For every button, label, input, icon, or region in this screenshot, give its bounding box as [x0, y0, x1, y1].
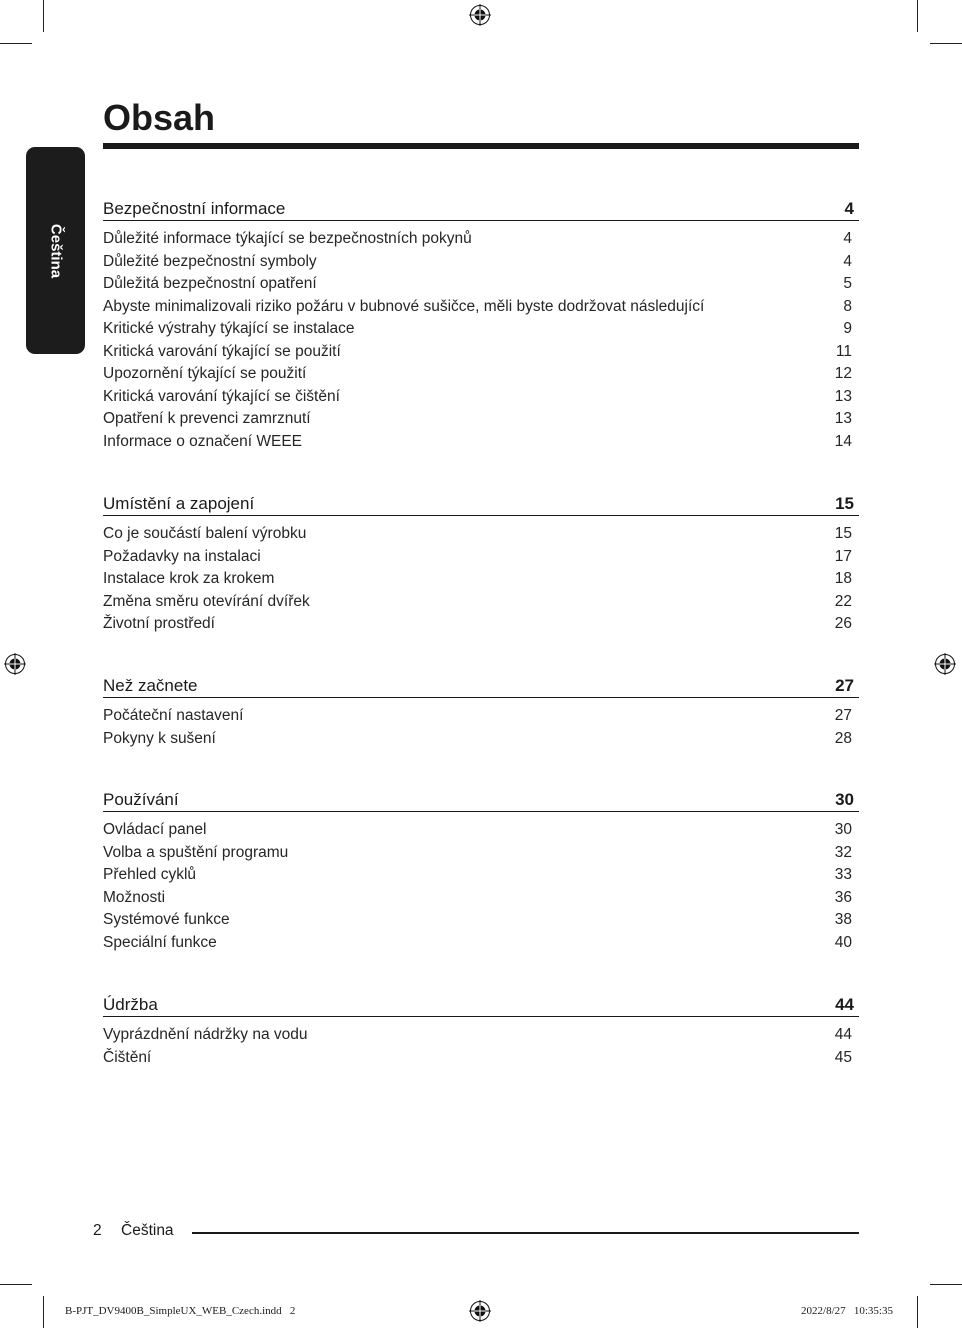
toc-section [103, 493, 859, 636]
toc-section [103, 994, 859, 1069]
toc-section-header[interactable] [103, 994, 859, 1017]
toc-entry[interactable] [103, 728, 859, 751]
toc-entry[interactable] [103, 909, 859, 932]
footer-language: Čeština [121, 1222, 174, 1239]
entry-page: 12 [834, 365, 852, 382]
toc-entry[interactable] [103, 363, 859, 386]
entry-page: 26 [834, 615, 852, 632]
toc-entry[interactable] [103, 1047, 859, 1070]
entry-page: 18 [834, 570, 852, 587]
page-title: Obsah [103, 97, 216, 138]
toc-entry[interactable] [103, 523, 859, 546]
section-title: Umístění a zapojení [103, 494, 255, 513]
entry-page: 14 [834, 432, 852, 450]
entry-label: Přehled cyklů [103, 866, 197, 883]
toc-entry[interactable] [103, 546, 859, 569]
section-title: Než začnete [103, 676, 198, 695]
entry-label: Kritická varování týkající se čištění [103, 387, 340, 405]
slug-filename: B-PJT_DV9400B_SimpleUX_WEB_Czech.indd 2 [65, 1305, 296, 1317]
entry-label: Pokyny k sušení [103, 729, 216, 747]
toc-entry[interactable] [103, 819, 859, 842]
toc-entry[interactable] [103, 887, 859, 910]
toc-entry[interactable] [103, 1024, 859, 1047]
language-side-tab-label: Čeština [47, 223, 64, 278]
toc-entry[interactable] [103, 408, 859, 431]
toc-section-header[interactable] [103, 675, 859, 698]
toc-section-header[interactable] [103, 198, 859, 221]
toc-entry[interactable] [103, 228, 859, 251]
section-page: 44 [835, 995, 854, 1014]
entry-page: 17 [834, 547, 852, 565]
entry-page: 45 [834, 1048, 852, 1066]
entry-page: 9 [843, 320, 852, 337]
registration-mark-icon [469, 1300, 491, 1322]
slug-datetime: 2022/8/27 10:35:35 [801, 1305, 893, 1317]
section-title: Používání [103, 790, 179, 809]
entry-page: 4 [843, 252, 852, 270]
toc-section [103, 675, 859, 750]
entry-page: 4 [843, 230, 852, 247]
section-page: 27 [835, 676, 854, 695]
entry-label: Kritická varování týkající se použití [103, 342, 341, 360]
toc-entry[interactable] [103, 705, 859, 728]
entry-label: Abyste minimalizovali riziko požáru v bubnové sušičce, měli byste dodržovat následující [103, 297, 705, 315]
crop-mark [917, 0, 918, 32]
entry-label: Informace o označení WEEE [103, 432, 303, 450]
toc-entry[interactable] [103, 251, 859, 274]
entry-label: Speciální funkce [103, 933, 217, 951]
toc-entry[interactable] [103, 613, 859, 636]
section-page: 15 [835, 494, 854, 513]
toc-entry[interactable] [103, 386, 859, 409]
entry-page: 40 [834, 933, 852, 951]
registration-mark-icon [934, 653, 956, 675]
entry-page: 38 [834, 911, 852, 928]
section-page: 4 [844, 199, 854, 218]
entry-label: Možnosti [103, 888, 166, 906]
entry-page: 15 [834, 525, 852, 542]
toc-section [103, 198, 859, 453]
entry-label: Volba a spuštění programu [103, 843, 289, 861]
toc-entry[interactable] [103, 842, 859, 865]
entry-page: 13 [834, 387, 852, 405]
entry-label: Počáteční nastavení [103, 707, 244, 724]
entry-label: Instalace krok za krokem [103, 570, 275, 587]
entry-label: Požadavky na instalaci [103, 547, 261, 565]
entry-page: 28 [834, 729, 852, 747]
section-page: 30 [835, 790, 854, 809]
crop-mark [0, 1284, 32, 1285]
entry-label: Důležité informace týkající se bezpečnostních pokynů [103, 230, 472, 247]
entry-label: Systémové funkce [103, 911, 230, 928]
footer-divider [192, 1232, 859, 1234]
entry-label: Důležité bezpečnostní symboly [103, 252, 317, 270]
toc-section [103, 789, 859, 954]
crop-mark [930, 43, 962, 44]
crop-mark [0, 43, 32, 44]
entry-page: 33 [834, 866, 852, 883]
entry-page: 36 [834, 888, 852, 906]
toc-section-header[interactable] [103, 789, 859, 812]
toc-entry[interactable] [103, 318, 859, 341]
entry-label: Důležitá bezpečnostní opatření [103, 275, 317, 292]
entry-page: 13 [834, 410, 852, 427]
toc-section-header[interactable] [103, 493, 859, 516]
entry-label: Životní prostředí [103, 615, 215, 632]
entry-label: Co je součástí balení výrobku [103, 525, 307, 542]
crop-mark [43, 0, 44, 32]
language-side-tab [26, 147, 85, 354]
toc-entry[interactable] [103, 932, 859, 955]
toc-entry[interactable] [103, 296, 859, 319]
toc-entry[interactable] [103, 431, 859, 454]
entry-label: Kritické výstrahy týkající se instalace [103, 320, 355, 337]
toc-entry[interactable] [103, 273, 859, 296]
entry-page: 11 [835, 342, 852, 360]
entry-page: 32 [834, 843, 852, 861]
crop-mark [930, 1284, 962, 1285]
section-title: Údržba [103, 995, 158, 1014]
toc-entry[interactable] [103, 591, 859, 614]
crop-mark [917, 1296, 918, 1328]
entry-page: 44 [834, 1026, 852, 1043]
registration-mark-icon [4, 653, 26, 675]
entry-label: Vyprázdnění nádržky na vodu [103, 1026, 308, 1043]
registration-mark-icon [469, 4, 491, 26]
toc-entry[interactable] [103, 568, 859, 591]
entry-label: Změna směru otevírání dvířek [103, 592, 310, 610]
entry-label: Upozornění týkající se použití [103, 365, 307, 382]
toc-entry[interactable] [103, 341, 859, 364]
entry-page: 5 [843, 275, 852, 292]
footer-page-number: 2 [93, 1222, 102, 1239]
title-divider [103, 143, 859, 149]
entry-page: 27 [834, 707, 852, 724]
entry-label: Opatření k prevenci zamrznutí [103, 410, 311, 427]
section-title: Bezpečnostní informace [103, 199, 286, 218]
entry-label: Čištění [103, 1048, 152, 1066]
toc-entry[interactable] [103, 864, 859, 887]
entry-label: Ovládací panel [103, 821, 207, 838]
entry-page: 8 [843, 297, 852, 315]
crop-mark [43, 1296, 44, 1328]
entry-page: 22 [834, 592, 852, 610]
entry-page: 30 [834, 821, 852, 838]
